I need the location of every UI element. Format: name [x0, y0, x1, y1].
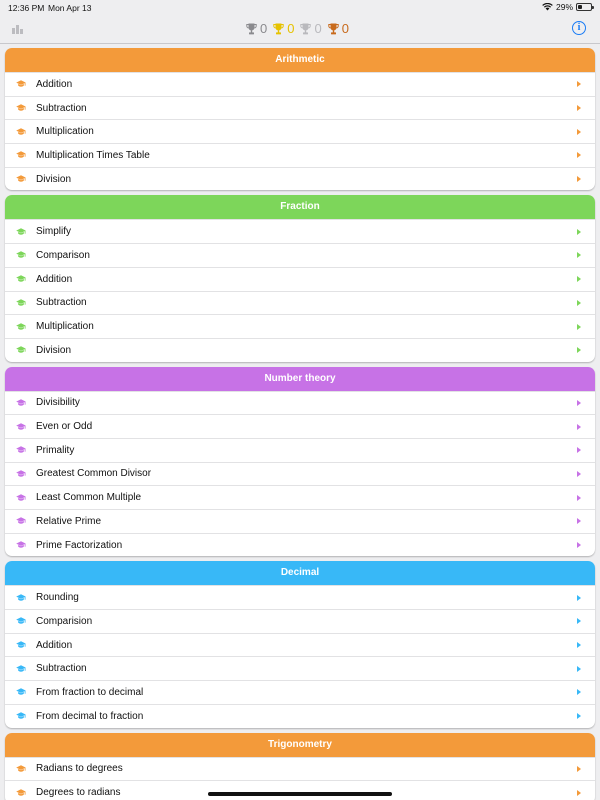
graduation-cap-icon: [5, 228, 36, 236]
list-item[interactable]: [5, 533, 595, 557]
chevron-right-icon: [577, 276, 581, 282]
chevron-right-icon: [577, 495, 581, 501]
graduation-cap-icon: [5, 446, 36, 454]
status-bar: [0, 0, 600, 14]
graduation-cap-icon: [5, 80, 36, 88]
chevron-right-icon: [577, 618, 581, 624]
list-item-label: Radians to degrees: [36, 763, 123, 775]
chevron-right-icon: [577, 713, 581, 719]
chevron-right-icon: [577, 666, 581, 672]
chevron-right-icon: [577, 324, 581, 330]
trophy-gold: [273, 21, 294, 36]
trophy-silver: [300, 21, 321, 36]
list-item-label: From fraction to decimal: [36, 686, 144, 698]
graduation-cap-icon: [5, 175, 36, 183]
list-item-label: Comparison: [36, 249, 90, 261]
battery-icon: [576, 3, 592, 11]
topic-list: [5, 48, 595, 800]
section-header: Fraction: [5, 195, 595, 219]
trophy-platinum: [246, 21, 267, 36]
list-item[interactable]: [5, 391, 595, 415]
chevron-right-icon: [577, 790, 581, 796]
list-item[interactable]: [5, 780, 595, 800]
graduation-cap-icon: [5, 641, 36, 649]
list-item[interactable]: [5, 119, 595, 143]
chevron-right-icon: [577, 642, 581, 648]
list-item[interactable]: [5, 414, 595, 438]
section-fraction: [5, 195, 595, 361]
list-item-label: Primality: [36, 444, 75, 456]
list-item-label: Prime Factorization: [36, 539, 123, 551]
list-item[interactable]: [5, 243, 595, 267]
list-item-label: Addition: [36, 273, 73, 285]
graduation-cap-icon: [5, 617, 36, 625]
navigation-bar: [0, 14, 600, 44]
section-header: Number theory: [5, 367, 595, 391]
list-item[interactable]: [5, 633, 595, 657]
graduation-cap-icon: [5, 688, 36, 696]
list-item-label: From decimal to fraction: [36, 710, 144, 722]
list-item[interactable]: [5, 338, 595, 362]
section-trigonometry: [5, 733, 595, 800]
chevron-right-icon: [577, 81, 581, 87]
section-header: Trigonometry: [5, 733, 595, 757]
graduation-cap-icon: [5, 517, 36, 525]
list-item-label: Division: [36, 173, 72, 185]
status-time: 12:36 PM: [8, 3, 45, 13]
chevron-right-icon: [577, 689, 581, 695]
list-item-label: Multiplication: [36, 321, 94, 333]
list-item[interactable]: [5, 609, 595, 633]
trophy-counter: [246, 21, 351, 36]
graduation-cap-icon: [5, 128, 36, 136]
trophy-count: 0: [260, 21, 268, 36]
list-item[interactable]: [5, 96, 595, 120]
list-item-label: Subtraction: [36, 297, 87, 309]
graduation-cap-icon: [5, 594, 36, 602]
chevron-right-icon: [577, 152, 581, 158]
graduation-cap-icon: [5, 399, 36, 407]
chevron-right-icon: [577, 766, 581, 772]
graduation-cap-icon: [5, 765, 36, 773]
trophy-bronze: [328, 21, 349, 36]
list-item[interactable]: [5, 314, 595, 338]
chevron-right-icon: [577, 129, 581, 135]
graduation-cap-icon: [5, 470, 36, 478]
list-item[interactable]: [5, 219, 595, 243]
list-item[interactable]: [5, 291, 595, 315]
battery-level-fill: [578, 5, 582, 9]
trophy-icon: [246, 23, 257, 35]
trophy-count: 0: [314, 21, 322, 36]
list-item[interactable]: [5, 462, 595, 486]
list-item[interactable]: [5, 704, 595, 728]
wifi-icon: [542, 3, 553, 11]
graduation-cap-icon: [5, 251, 36, 259]
list-item-label: Divisibility: [36, 397, 80, 409]
chevron-right-icon: [577, 424, 581, 430]
list-item-label: Greatest Common Divisor: [36, 468, 152, 480]
chevron-right-icon: [577, 400, 581, 406]
list-item-label: Multiplication: [36, 126, 94, 138]
list-item[interactable]: [5, 656, 595, 680]
chevron-right-icon: [577, 347, 581, 353]
graduation-cap-icon: [5, 323, 36, 331]
chevron-right-icon: [577, 229, 581, 235]
list-item-label: Relative Prime: [36, 515, 102, 527]
navbar-divider: [0, 43, 600, 44]
graduation-cap-icon: [5, 346, 36, 354]
section-arithmetic: [5, 48, 595, 190]
list-item-label: Subtraction: [36, 663, 87, 675]
list-item[interactable]: [5, 509, 595, 533]
chevron-right-icon: [577, 105, 581, 111]
trophy-count: 0: [341, 21, 349, 36]
graduation-cap-icon: [5, 275, 36, 283]
trophy-icon: [273, 23, 284, 35]
graduation-cap-icon: [5, 494, 36, 502]
chevron-right-icon: [577, 595, 581, 601]
trophy-count: 0: [287, 21, 295, 36]
graduation-cap-icon: [5, 104, 36, 112]
graduation-cap-icon: [5, 712, 36, 720]
list-item[interactable]: [5, 585, 595, 609]
graduation-cap-icon: [5, 299, 36, 307]
section-header: Decimal: [5, 561, 595, 585]
list-item-label: Addition: [36, 639, 73, 651]
graduation-cap-icon: [5, 789, 36, 797]
battery-percent: 29%: [555, 2, 573, 12]
list-item-label: Comparision: [36, 615, 93, 627]
section-decimal: [5, 561, 595, 727]
list-item-label: Rounding: [36, 592, 79, 604]
section-number-theory: [5, 367, 595, 557]
chevron-right-icon: [577, 300, 581, 306]
chevron-right-icon: [577, 471, 581, 477]
chevron-right-icon: [577, 518, 581, 524]
list-item-label: Division: [36, 344, 72, 356]
chevron-right-icon: [577, 447, 581, 453]
info-icon[interactable]: i: [572, 21, 586, 35]
status-date: Mon Apr 13: [48, 3, 92, 13]
list-item[interactable]: [5, 143, 595, 167]
trophy-icon: [328, 23, 339, 35]
list-item-label: Addition: [36, 78, 73, 90]
status-right: [542, 2, 592, 12]
section-header: Arithmetic: [5, 48, 595, 72]
list-item-label: Subtraction: [36, 102, 87, 114]
chevron-right-icon: [577, 542, 581, 548]
chevron-right-icon: [577, 176, 581, 182]
list-item-label: Multiplication Times Table: [36, 149, 150, 161]
list-item[interactable]: [5, 72, 595, 96]
list-item-label: Least Common Multiple: [36, 492, 142, 504]
list-item[interactable]: [5, 438, 595, 462]
graduation-cap-icon: [5, 151, 36, 159]
graduation-cap-icon: [5, 423, 36, 431]
list-item[interactable]: [5, 680, 595, 704]
list-item-label: Even or Odd: [36, 421, 93, 433]
graduation-cap-icon: [5, 541, 36, 549]
list-item[interactable]: [5, 267, 595, 291]
home-indicator: [208, 792, 392, 796]
list-item-label: Degrees to radians: [36, 787, 121, 799]
list-item[interactable]: [5, 757, 595, 781]
list-item-label: Simplify: [36, 226, 72, 238]
chevron-right-icon: [577, 252, 581, 258]
list-item[interactable]: [5, 485, 595, 509]
list-item[interactable]: [5, 167, 595, 191]
bar-chart-icon[interactable]: [12, 24, 23, 34]
trophy-icon: [300, 23, 311, 35]
graduation-cap-icon: [5, 665, 36, 673]
